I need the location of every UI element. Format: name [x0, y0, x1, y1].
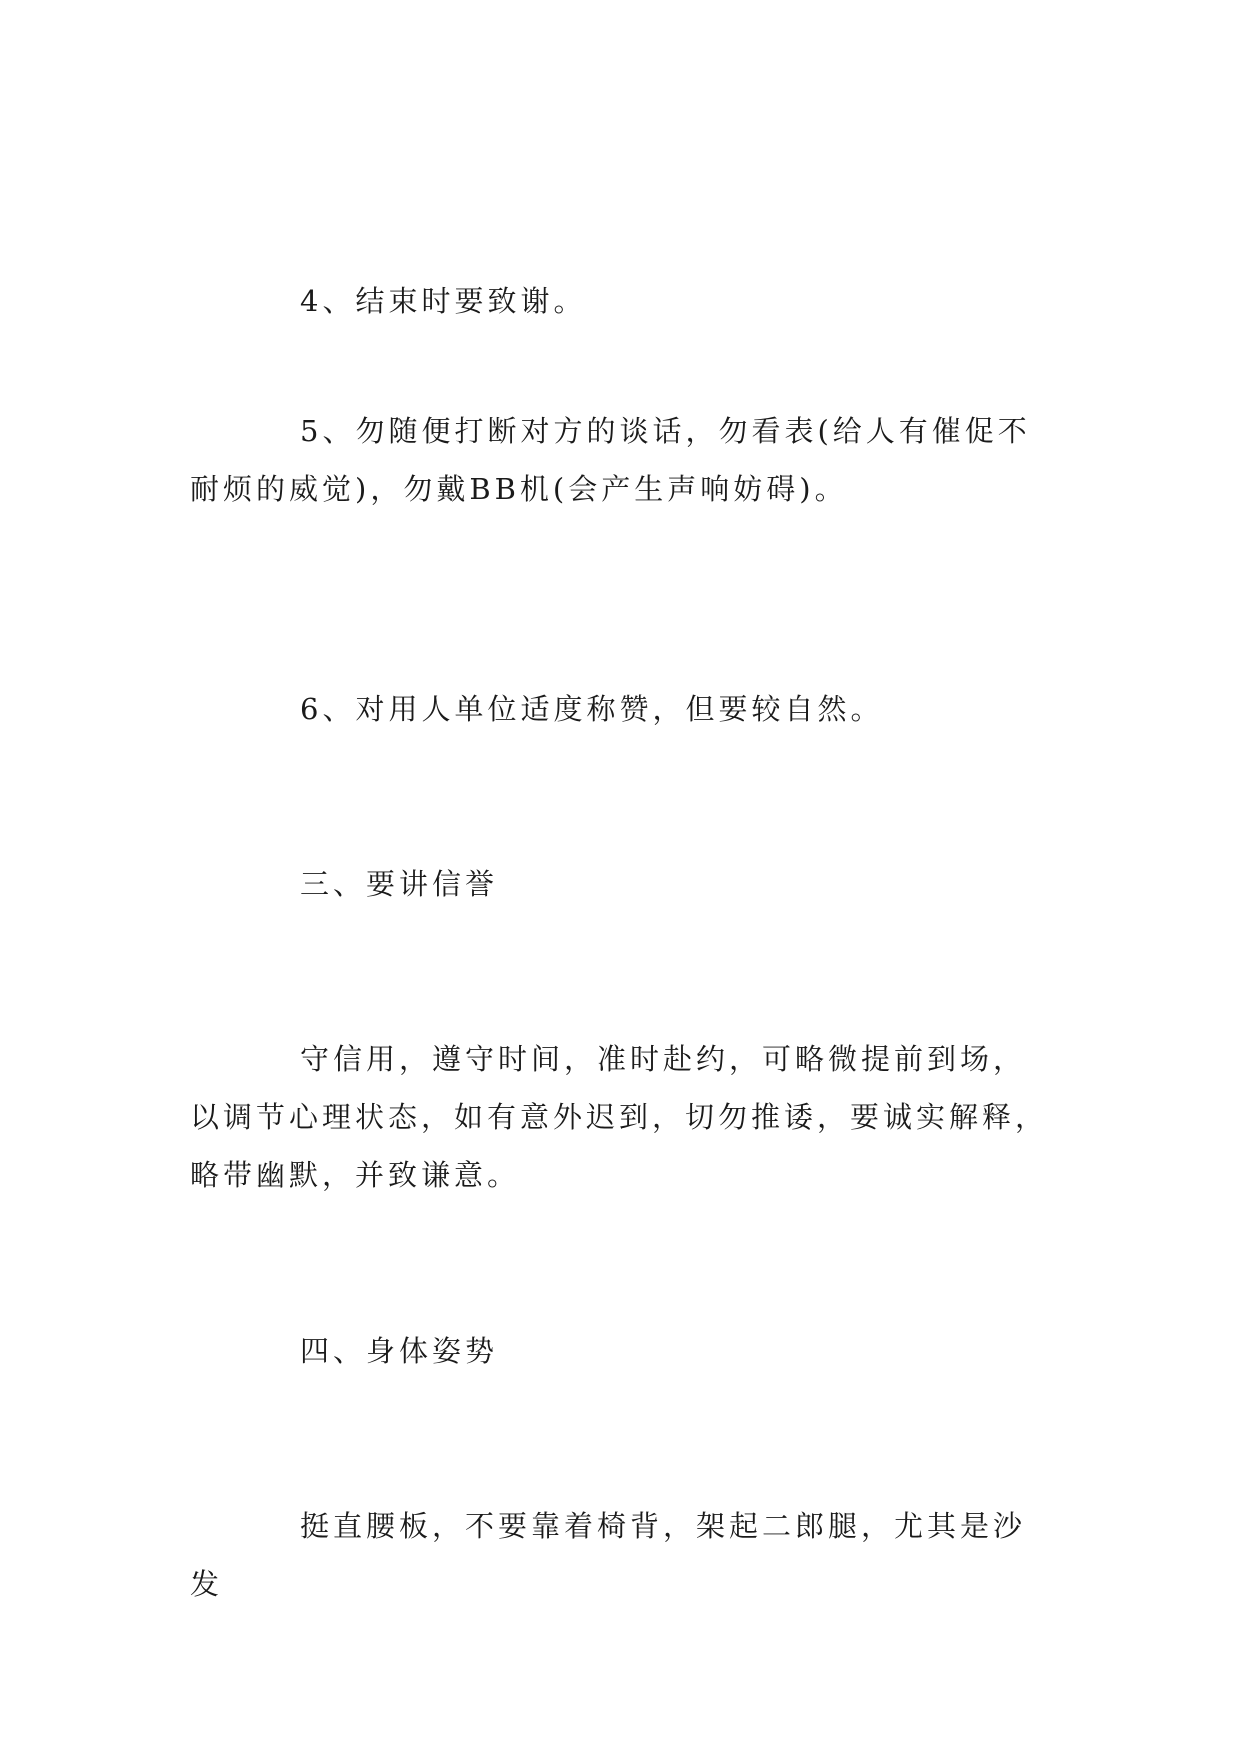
paragraph-item-5: 5、勿随便打断对方的谈话，勿看表(给人有催促不耐烦的威觉)，勿戴BB机(会产生声响妨碍)。 — [190, 414, 1031, 506]
section-heading-3: 三、要讲信誉 — [300, 867, 499, 901]
paragraph-punctuality: 守信用，遵守时间，准时赴约，可略微提前到场，以调节心理状态，如有意外迟到，切勿推诿，要诚实解释，略带幽默，并致谦意。 — [190, 1042, 1049, 1192]
paragraph-item-4: 4、结束时要致谢。 — [300, 284, 587, 318]
paragraph-posture: 挺直腰板，不要靠着椅背，架起二郎腿，尤其是沙发 — [190, 1509, 1027, 1601]
paragraph-item-6: 6、对用人单位适度称赞，但要较自然。 — [300, 692, 884, 726]
section-heading-4: 四、身体姿势 — [300, 1334, 499, 1368]
